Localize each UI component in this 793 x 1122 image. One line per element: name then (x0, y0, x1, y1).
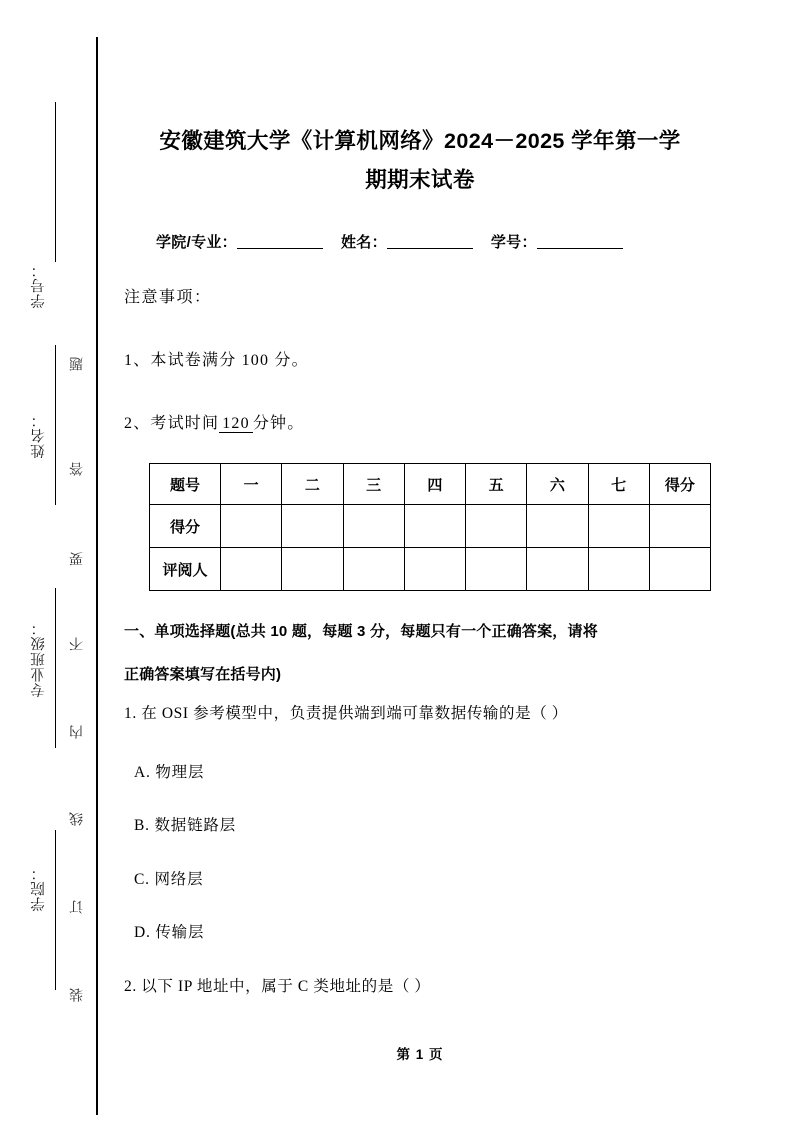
seal-char-7: 订 (70, 900, 85, 914)
seal-char-5: 内 (70, 725, 85, 739)
score-cell-0-4[interactable] (466, 505, 527, 548)
identity-line (156, 231, 716, 252)
seal-char-3: 要 (70, 552, 85, 566)
notes-item-2 (124, 410, 304, 433)
score-row-label-1: 评阅人 (150, 548, 221, 591)
score-cell-1-6[interactable] (588, 548, 649, 591)
name-label: 姓名： (340, 234, 387, 251)
question-1-option-d[interactable]: D. 传输层 (134, 924, 205, 941)
score-header-cell-8: 得分 (649, 464, 710, 505)
notes-item-2-prefix: 2、考试时间 (124, 415, 220, 432)
score-cell-0-0[interactable] (221, 505, 282, 548)
seal-rule-segment-3 (55, 588, 56, 748)
score-cell-1-3[interactable] (404, 548, 465, 591)
notes-item-2-suffix: 分钟。 (252, 415, 305, 432)
seal-label-class: 专业班级： (31, 620, 47, 698)
score-cell-1-0[interactable] (221, 548, 282, 591)
question-1-stem: 1. 在 OSI 参考模型中，负责提供端到端可靠数据传输的是（ ） (124, 705, 568, 722)
score-cell-1-2[interactable] (343, 548, 404, 591)
score-cell-1-1[interactable] (282, 548, 343, 591)
score-cell-1-5[interactable] (527, 548, 588, 591)
section-1-heading-line-2: 正确答案填写在括号内) (124, 666, 282, 683)
score-cell-0-3[interactable] (404, 505, 465, 548)
notes-item-1: 1、本试卷满分 100 分。 (124, 352, 309, 369)
score-cell-0-2[interactable] (343, 505, 404, 548)
question-2-stem: 2. 以下 IP 地址中，属于 C 类地址的是（ ） (124, 978, 431, 995)
score-table-header-row (150, 464, 711, 505)
notes-heading: 注意事项： (124, 289, 212, 306)
score-cell-0-5[interactable] (527, 505, 588, 548)
score-table (149, 463, 711, 591)
student-id-blank[interactable] (537, 248, 623, 249)
score-table-row-grader (150, 548, 711, 591)
page-title-line-2: 期期末试卷 (365, 168, 475, 192)
seal-rule-segment-1 (55, 102, 56, 262)
seal-rule-segment-2 (55, 345, 56, 505)
seal-rule-segment-4 (55, 830, 56, 990)
score-header-cell-1: 一 (221, 464, 282, 505)
score-header-cell-7: 七 (588, 464, 649, 505)
section-1-heading-line-1: 一、单项选择题(总共 10 题，每题 3 分，每题只有一个正确答案，请将 (124, 623, 598, 640)
score-table-row-score (150, 505, 711, 548)
seal-label-name: 姓名： (31, 412, 47, 459)
score-cell-0-1[interactable] (282, 505, 343, 548)
seal-char-4: 不 (70, 637, 85, 651)
exam-duration-value: 120 (219, 415, 253, 433)
page-title (124, 122, 716, 200)
score-cell-0-6[interactable] (588, 505, 649, 548)
name-blank[interactable] (387, 248, 473, 249)
exam-content-column (124, 0, 724, 1122)
score-cell-1-4[interactable] (466, 548, 527, 591)
score-header-cell-0: 题号 (150, 464, 221, 505)
seal-label-college: 学院： (31, 865, 47, 912)
seal-char-2: 答 (70, 462, 85, 476)
section-1-heading (124, 610, 714, 696)
question-1-option-c[interactable]: C. 网络层 (134, 871, 204, 888)
page-footer: 第 1 页 (396, 1047, 444, 1062)
seal-vertical-rule (96, 37, 98, 1115)
score-cell-0-7[interactable] (649, 505, 710, 548)
student-id-label: 学号： (490, 234, 537, 251)
score-header-cell-3: 三 (343, 464, 404, 505)
page-title-line-1: 安徽建筑大学《计算机网络》2024－2025 学年第一学 (159, 129, 681, 153)
dept-blank[interactable] (237, 248, 323, 249)
question-1-option-b[interactable]: B. 数据链路层 (134, 817, 236, 834)
score-header-cell-2: 二 (282, 464, 343, 505)
seal-char-6: 线 (70, 812, 85, 826)
seal-label-student-id: 学号： (31, 262, 47, 309)
score-header-cell-6: 六 (527, 464, 588, 505)
question-1-option-a[interactable]: A. 物理层 (134, 764, 205, 781)
seal-char-8: 装 (70, 988, 85, 1002)
seal-char-1: 题 (70, 357, 85, 371)
score-header-cell-4: 四 (404, 464, 465, 505)
score-header-cell-5: 五 (466, 464, 527, 505)
dept-label: 学院/专业： (156, 234, 237, 251)
score-cell-1-7[interactable] (649, 548, 710, 591)
score-row-label-0: 得分 (150, 505, 221, 548)
